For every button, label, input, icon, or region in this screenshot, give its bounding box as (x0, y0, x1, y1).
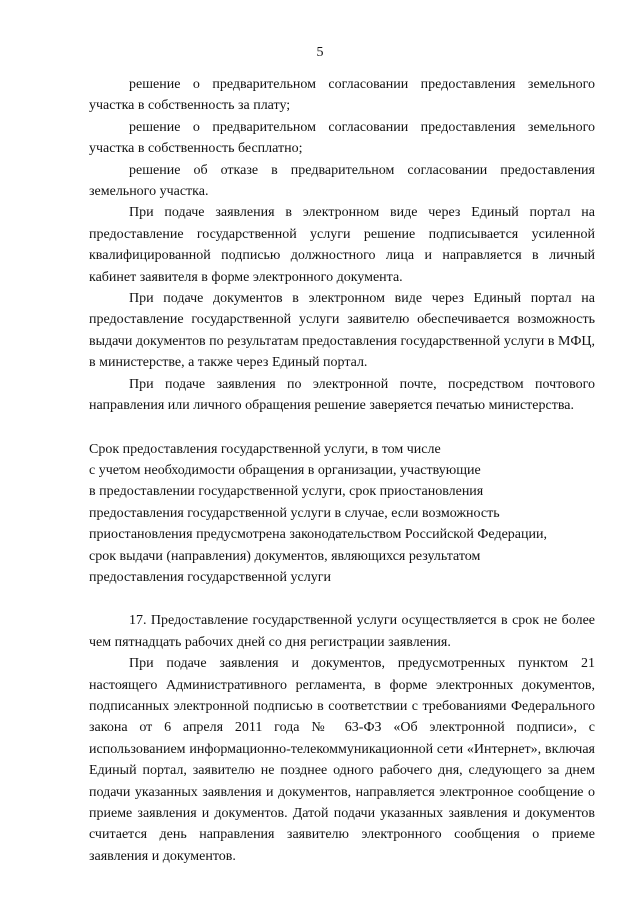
paragraph: решение об отказе в предварительном согласовании предоставления земельного участка. (89, 162, 595, 200)
paragraph: 17. Предоставление государственной услуги осуществляется в срок не более чем пятнадцать рабочих дней со дня регистрации заявления. (89, 613, 595, 650)
paragraph: При подаче документов в электронном виде через Единый портал на предоставление государственной услуги заявителю обеспечивается возможность выдачи документов по результатам предоставления государственной услуги в МФЦ, в министерстве, а также через Единый портал. (89, 291, 595, 371)
section-heading: Срок предоставления государственной услуги, в том числе с учетом необходимости обращения в организации, участвующие в предоставлении государственной услуги, срок приостановления предоставления государственной услуги в случае, если возможность приостановления предусмотрена законодательством Российской Федерации, срок выдачи (направления) документов, являющихся результатом предоставления государственной услуги (89, 441, 547, 585)
paragraph: При подаче заявления в электронном виде через Единый портал на предоставление государственной услуги решение подписывается усиленной квалифицированной подписью должностного лица и направляется в личный кабинет заявителя в форме электронного документа. (89, 205, 595, 285)
page-number: 5 (316, 45, 324, 60)
paragraph: При подаче заявления и документов, предусмотренных пунктом 21 настоящего Административного регламента, в форме электронных документов, подписанных электронной подписью в соответствии с требованиями Федерального закона от 6 апреля 2011 года № 63-ФЗ «Об электронной подписи», с использованием информационно-телекоммуникационной сети «Интернет», включая Единый портал, заявителю не позднее одного рабочего дня, следующего за днем подачи указанных заявления и документов, направляется электронное сообщение о приеме заявления и документов. Датой подачи указанных заявления и документов считается день направления заявителю электронного сообщения о приеме заявления и документов. (89, 656, 595, 864)
paragraph: При подаче заявления по электронной почте, посредством почтового направления или личного обращения решение заверяется печатью министерства. (89, 376, 595, 414)
paragraph: решение о предварительном согласовании предоставления земельного участка в собственность бесплатно; (89, 119, 595, 157)
paragraph: решение о предварительном согласовании предоставления земельного участка в собственность за плату; (89, 77, 595, 114)
document-body (89, 74, 595, 867)
